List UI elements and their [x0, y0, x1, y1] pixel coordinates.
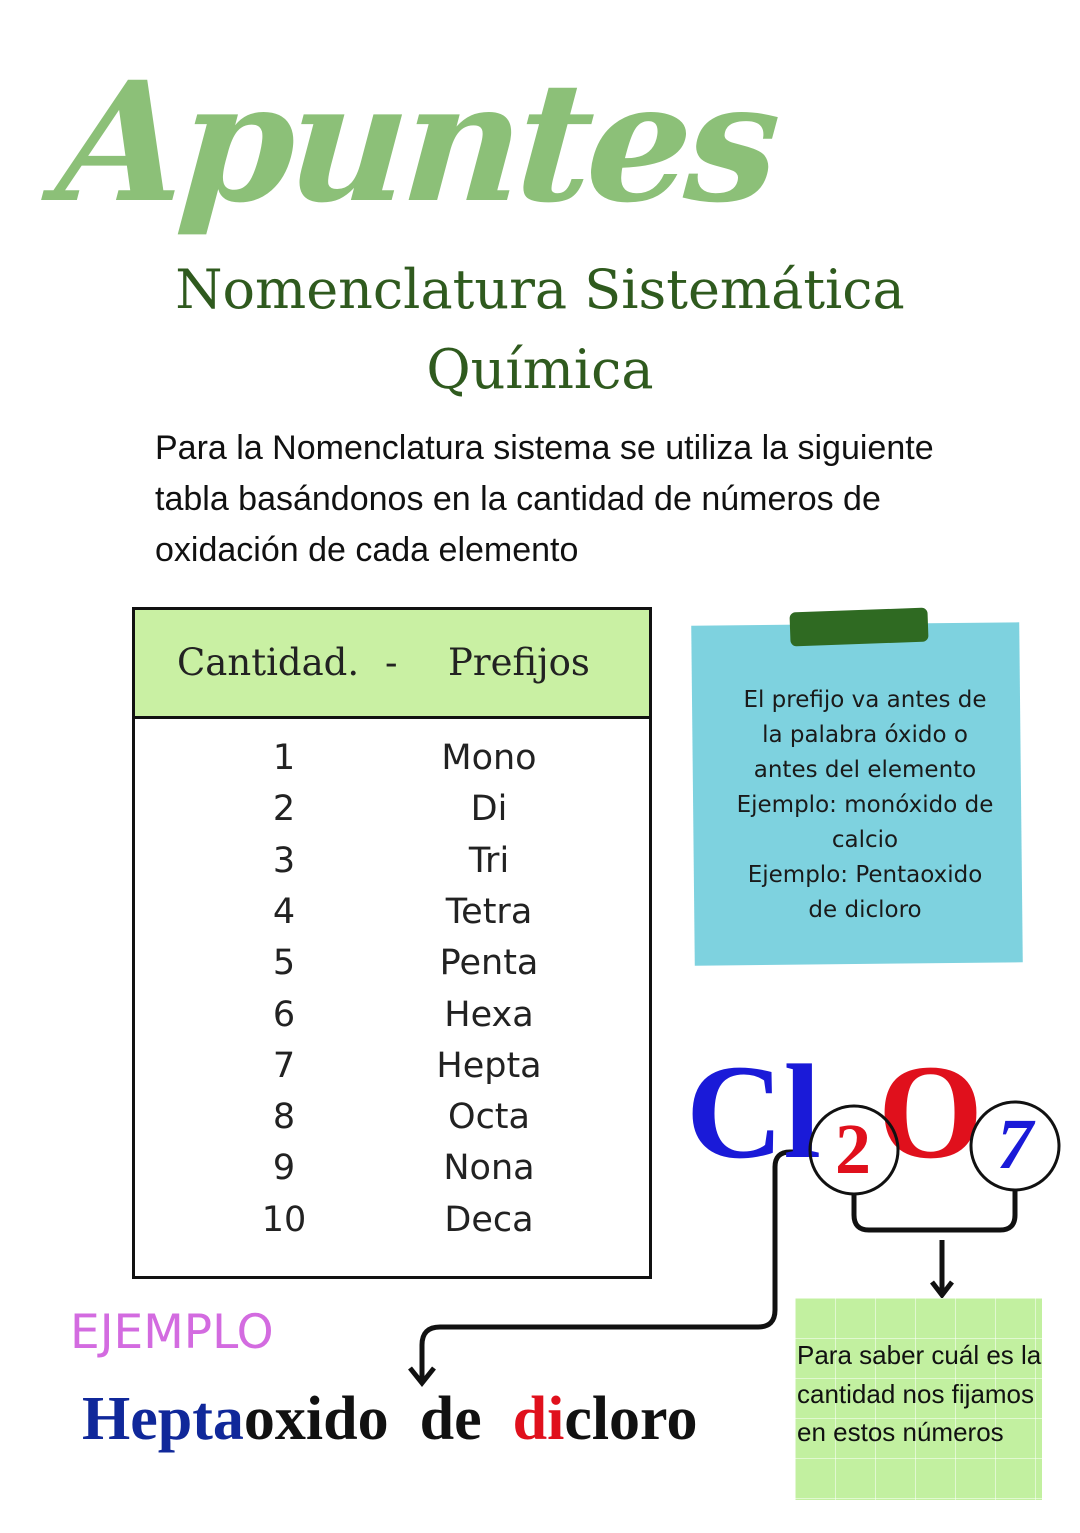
quantity-cell: 8 [272, 1097, 296, 1138]
note-line: El prefijo va antes de [743, 687, 987, 713]
prefix-cell: Deca [444, 1199, 534, 1240]
prefix-cell: Octa [448, 1097, 530, 1138]
prefix-di: di [512, 1385, 565, 1453]
intro-paragraph: Para la Nomenclatura sistema se utiliza la siguiente tabla basándonos en la cantidad de números de oxidación de cada elemento [155, 429, 934, 569]
quantity-cell: 7 [272, 1045, 296, 1086]
example-compound-name [82, 1384, 697, 1454]
word-cloro: cloro [564, 1385, 698, 1453]
formula-subscript-7: 7 [997, 1104, 1033, 1184]
quantity-cell: 9 [272, 1148, 296, 1189]
formula-chlorine: Cl [686, 1038, 821, 1187]
prefix-cell: Hepta [436, 1045, 542, 1086]
note-line: de dicloro [808, 897, 922, 923]
quantity-cell: 3 [272, 840, 296, 881]
apuntes-logo: Apuntes [51, 45, 781, 239]
quantity-cell: 5 [272, 943, 296, 984]
prefix-hepta: Hepta [82, 1385, 244, 1453]
prefix-cell: Mono [441, 738, 537, 778]
quantity-cell: 10 [261, 1199, 307, 1240]
prefix-cell: Tri [468, 840, 510, 881]
note-line: calcio [831, 827, 899, 853]
page-title: Nomenclatura Sistemática [175, 258, 905, 321]
formula-oxygen: O [878, 1038, 984, 1187]
page-subtitle: Química [426, 338, 654, 401]
note-line: Ejemplo: monóxido de [736, 792, 994, 818]
prefix-cell: Hexa [444, 994, 534, 1035]
header-quantity: Cantidad. [177, 641, 360, 684]
prefix-cell: Tetra [445, 891, 533, 932]
formula-subscript-2: 2 [835, 1109, 871, 1189]
quantity-cell: 1 [272, 738, 296, 778]
green-note-text: Para saber cuál es la cantidad nos fijamos en estos números [797, 1340, 1042, 1447]
word-oxido-de: oxido de [243, 1385, 513, 1453]
header-prefix: Prefijos [448, 641, 590, 684]
header-dash: - [385, 641, 398, 684]
quantity-cell: 6 [272, 994, 296, 1035]
note-line: Ejemplo: Pentaoxido [747, 862, 983, 888]
quantity-cell: 2 [272, 789, 296, 830]
prefix-cell: Di [470, 789, 508, 830]
example-label: EJEMPLO [70, 1305, 274, 1360]
quantity-cell: 4 [272, 891, 296, 932]
note-line: la palabra óxido o [762, 722, 968, 748]
note-line: antes del elemento [753, 757, 977, 783]
prefix-cell: Penta [439, 943, 539, 984]
prefix-cell: Nona [443, 1148, 535, 1189]
